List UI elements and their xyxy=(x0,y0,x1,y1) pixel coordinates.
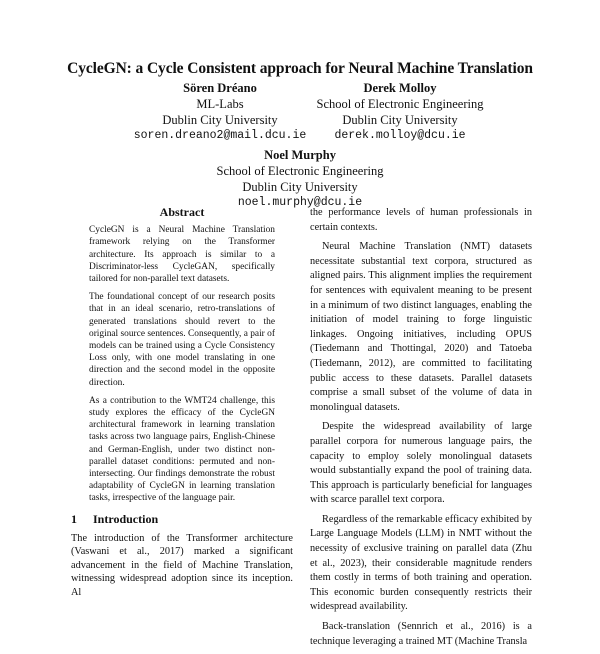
author-affiliation: Dublin City University xyxy=(242,180,358,194)
paper-title: CycleGN: a Cycle Consistent approach for Neural Machine Translation xyxy=(67,60,533,77)
section-heading-introduction xyxy=(71,513,293,526)
introduction-body xyxy=(71,532,293,599)
author-name: Noel Murphy xyxy=(264,148,336,162)
abstract-paragraph: The foundational concept of our research posits that in an ideal scenario, retro-translations of generated translations should revert to the original source sentences. Consequently, a pair of models can be trained using a Cycle Consistency Loss only, with one model translating in one direction and the second model in the opposite direction. xyxy=(89,292,275,388)
body-paragraph: Regardless of the remarkable efficacy exhibited by Large Language Models (LLM) in NMT without the necessity of exclusive training on parallel data (Zhu et al., 2023), their considerable magnitude renders them costly in terms of both training and operation. This economic burden consequently restricts their widespread availability. xyxy=(310,513,532,613)
left-column xyxy=(71,206,293,599)
author-name: Derek Molloy xyxy=(363,81,437,95)
body-paragraph: Despite the widespread availability of large parallel corpora for numerous language pairs, the capacity to employ solely monolingual datasets would substantially expand the pool of training data. This approach is particularly beneficial for languages with scarce parallel text corpora. xyxy=(310,421,532,506)
author-email[interactable]: derek.molloy@dcu.ie xyxy=(334,129,466,142)
right-column xyxy=(310,206,532,654)
introduction-paragraph: The introduction of the Transformer architecture (Vaswani et al., 2017) marked a significant advancement in the field of Machine Translation, witnessing widespread adoption since its inception. Al xyxy=(71,533,293,598)
body-paragraph: the performance levels of human professionals in certain contexts. xyxy=(310,207,532,233)
body-paragraph: Neural Machine Translation (NMT) datasets necessitate substantial text corpora, structured as aligned pairs. This alignment implies the requirement for sentences with equivalent meaning to be present in a minimum of two distinct languages, enabling the initiation of model training to forge linguistic linkages. Ongoing initiatives, including OPUS (Tiedemann and Thottingal, 2020) and Tatoeba (Tiedemann, 2012), are committed to facilitating public access to these datasets. Parallel datasets comprise a small subset of the volume of data in monolingual datasets. xyxy=(310,241,532,413)
author-block-3 xyxy=(190,147,410,211)
author-email[interactable]: soren.dreano2@mail.dcu.ie xyxy=(133,129,307,142)
abstract-paragraph: CycleGN is a Neural Machine Translation framework relying on the Transformer architecture. Its approach is similar to a Discriminator-less CycleGAN, specifically tailored for non-parallel text datasets. xyxy=(89,225,275,285)
author-email[interactable]: noel.murphy@dcu.ie xyxy=(237,196,363,209)
author-affiliation: School of Electronic Engineering xyxy=(216,164,384,178)
author-affiliation: Dublin City University xyxy=(342,113,458,127)
abstract xyxy=(71,206,293,505)
abstract-heading: Abstract xyxy=(159,205,205,219)
section-title: Introduction xyxy=(93,511,159,526)
section-number: 1 xyxy=(71,511,77,526)
author-name: Sören Dréano xyxy=(183,81,257,95)
author-affiliation: ML-Labs xyxy=(196,97,244,111)
author-affiliation: School of Electronic Engineering xyxy=(316,97,484,111)
author-affiliation: Dublin City University xyxy=(162,113,278,127)
abstract-paragraph: As a contribution to the WMT24 challenge, this study explores the efficacy of the CycleGN architectural framework in learning translation tasks across two language pairs, English-Chinese and German-English, under two distinct non-parallel dataset conditions: permuted and non-intersecting. Our findings demonstrate the robust adaptability of CycleGN in learning translation tasks, irrespective of the language pair. xyxy=(89,395,275,504)
author-block-2 xyxy=(290,80,510,144)
body-paragraph: Back-translation (Sennrich et al., 2016) is a technique leveraging a trained MT (Machine Transla xyxy=(310,621,532,647)
